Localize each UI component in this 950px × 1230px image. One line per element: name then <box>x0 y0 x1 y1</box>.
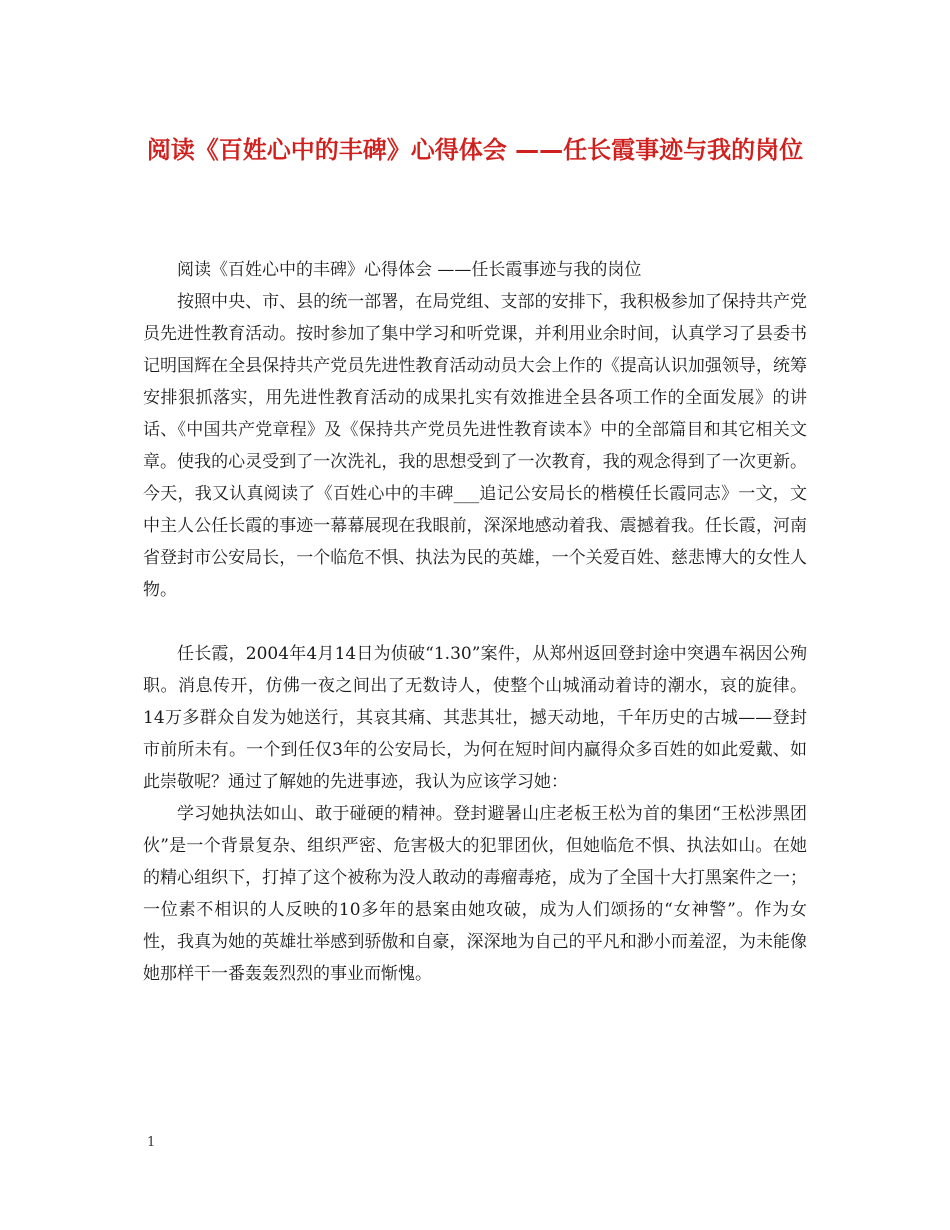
paragraph-subtitle: 阅读《百姓心中的丰碑》心得体会 ——任长霞事迹与我的岗位 <box>177 260 642 280</box>
paragraph-intro: 按照中央、市、县的统一部署，在局党组、支部的安排下，我积极参加了保持共产党员先进性教育活动。按时参加了集中学习和听党课，并利用业余时间，认真学习了县委书记明国辉在全县保持共产党员先进性教育活动动员大会上作的《提高认识加强领导，统筹安排狠抓落实，用先进性教育活动的成果扎实有效推进全县各项工作的全面发展》的讲话、《中国共产党章程》及《保持共产党员先进性教育读本》中的全部篇目和其它相关文章。使我的心灵受到了一次洗礼，我的思想受到了一次教育，我的观念得到了一次更新。今天，我又认真阅读了《百姓心中的丰碑___追记公安局长的楷模任长霞同志》一文，文中主人公任长霞的事迹一幕幕展现在我眼前，深深地感动着我、震撼着我。任长霞，河南省登封市公安局长，一个临危不惧、执法为民的英雄，一个关爱百姓、慈悲博大的女性人物。 <box>143 292 807 600</box>
document-title: 阅读《百姓心中的丰碑》心得体会 ——任长霞事迹与我的岗位 <box>146 136 804 164</box>
document-body <box>143 254 807 990</box>
paragraph-ren-changxia: 任长霞，2004年4月14日为侦破“1.30”案件，从郑州返回登封途中突遇车祸因公殉职。消息传开，仿佛一夜之间出了无数诗人，使整个山城涌动着诗的潮水，哀的旋律。14万多群众自发为她送行，其哀其痛、其悲其壮，撼天动地，千年历史的古城——登封市前所未有。一个到任仅3年的公安局长，为何在短时间内赢得众多百姓的如此爱戴、如此崇敬呢？通过了解她的先进事迹，我认为应该学习她： <box>143 644 807 792</box>
page-number: 1 <box>147 1135 156 1150</box>
paragraph-learn-spirit: 学习她执法如山、敢于碰硬的精神。登封避暑山庄老板王松为首的集团“王松涉黑团伙”是一个背景复杂、组织严密、危害极大的犯罪团伙，但她临危不惧、执法如山。在她的精心组织下，打掉了这个被称为没人敢动的毒瘤毒疮，成为了全国十大打黑案件之一；一位素不相识的人反映的10多年的悬案由她攻破，成为人们颂扬的“女神警”。作为女性，我真为她的英雄壮举感到骄傲和自豪，深深地为自己的平凡和渺小而羞涩，为未能像她那样干一番轰轰烈烈的事业而惭愧。 <box>143 804 807 984</box>
